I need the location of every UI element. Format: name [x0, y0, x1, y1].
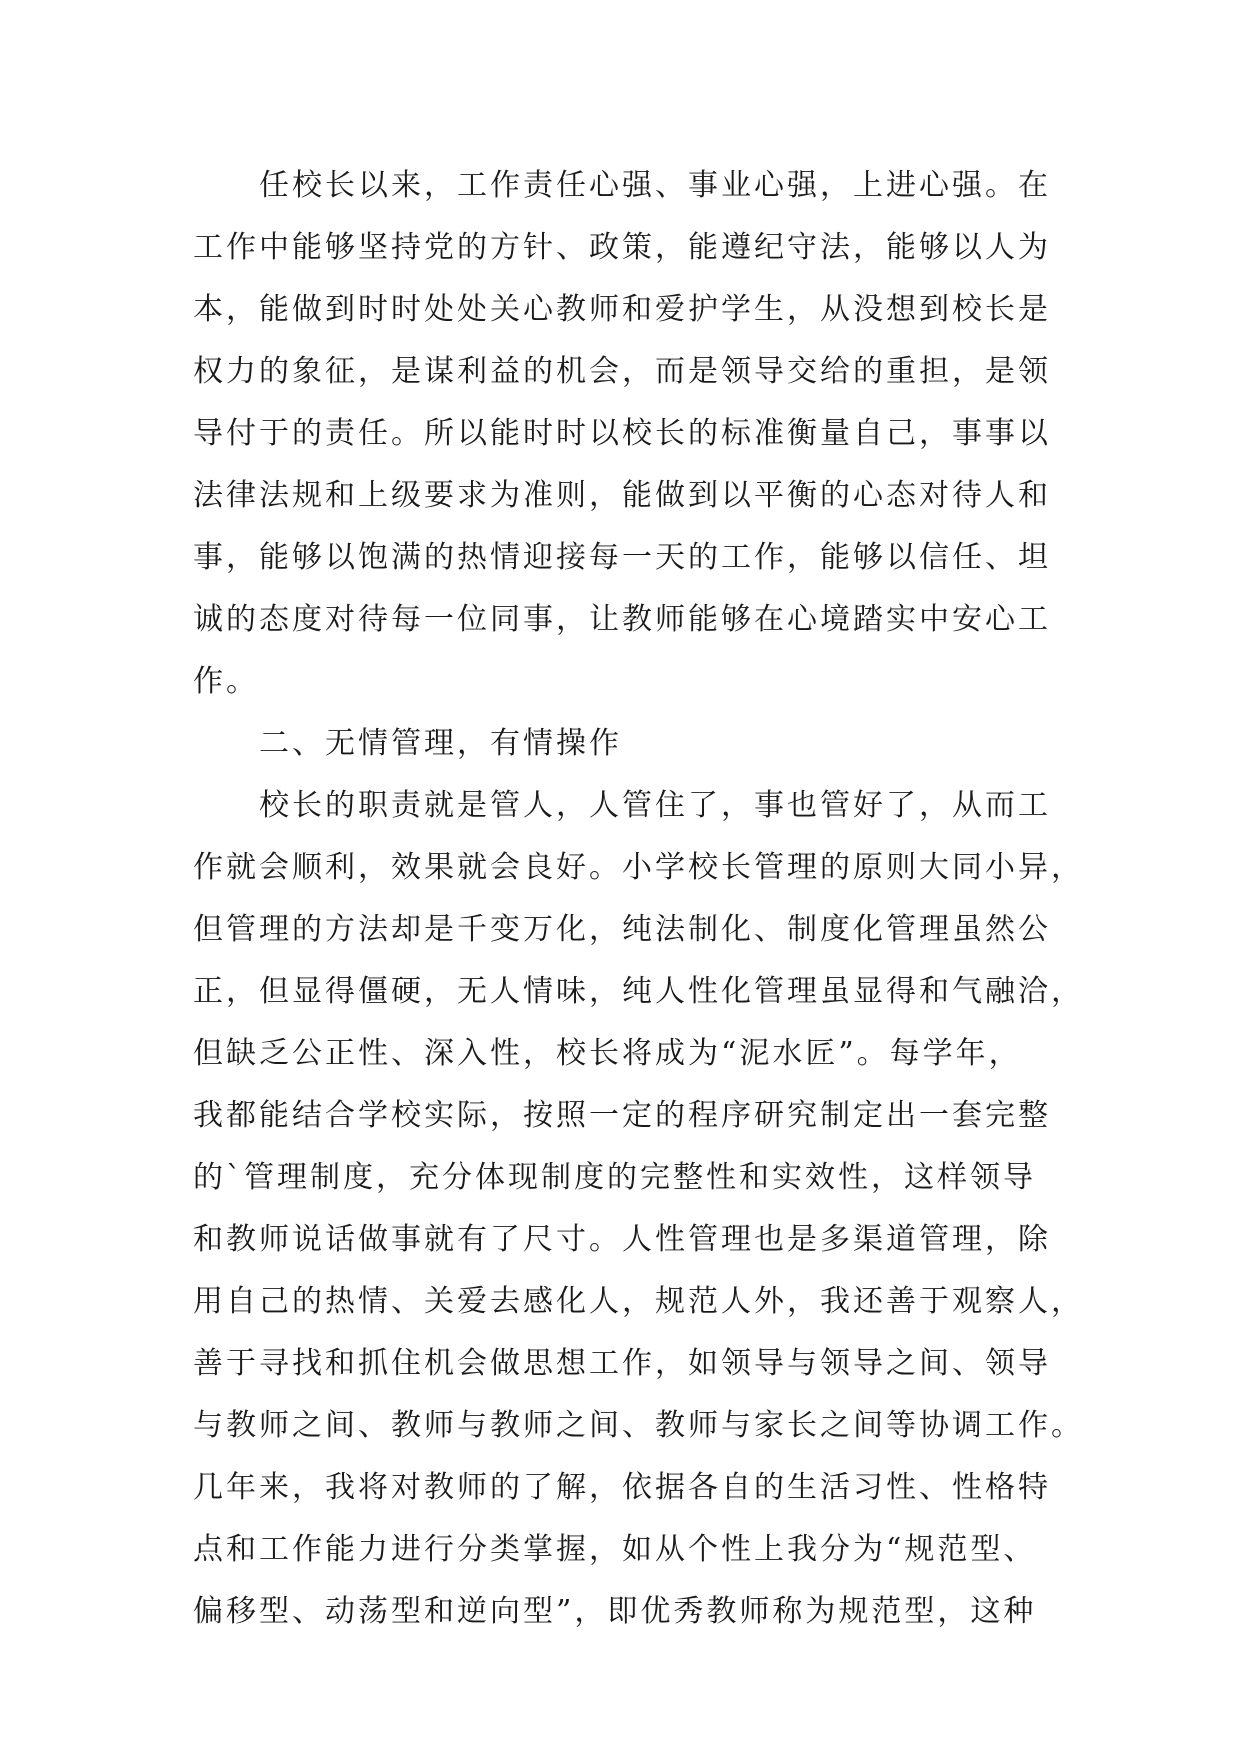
text-line: 点和工作能力进行分类掌握，如从个性上我分为“规范型、 — [193, 1532, 1037, 1567]
text-line: 事，能够以饱满的热情迎接每一天的工作，能够以信任、坦 — [193, 540, 1051, 575]
text-line: 法律法规和上级要求为准则，能做到以平衡的心态对待人和 — [193, 478, 1051, 513]
text-line: 我都能结合学校实际，按照一定的程序研究制定出一套完整 — [193, 1098, 1051, 1133]
text-line: 工作中能够坚持党的方针、政策，能遵纪守法，能够以人为 — [193, 230, 1051, 265]
text-line: 作。 — [193, 664, 259, 699]
text-line: 诚的态度对待每一位同事，让教师能够在心境踏实中安心工 — [193, 602, 1051, 637]
text-line: 但缺乏公正性、深入性，校长将成为“泥水匠”。每学年， — [193, 1036, 1022, 1071]
text-line: 几年来，我将对教师的了解，依据各自的生活习性、性格特 — [193, 1470, 1051, 1505]
text-line: 作就会顺利，效果就会良好。小学校长管理的原则大同小异， — [193, 850, 1084, 885]
text-line: 导付于的责任。所以能时时以校长的标准衡量自己，事事以 — [193, 416, 1051, 451]
text-line: 的`管理制度，充分体现制度的完整性和实效性，这样领导 — [193, 1160, 1036, 1195]
text-line: 用自己的热情、关爱去感化人，规范人外，我还善于观察人， — [193, 1284, 1084, 1319]
text-line: 善于寻找和抓住机会做思想工作，如领导与领导之间、领导 — [193, 1346, 1051, 1381]
text-line: 权力的象征，是谋利益的机会，而是领导交给的重担，是领 — [193, 354, 1051, 389]
paragraph-principal-duties — [193, 155, 1093, 713]
text-line: 但管理的方法却是千变万化，纯法制化、制度化管理虽然公 — [193, 912, 1051, 947]
text-line: 与教师之间、教师与教师之间、教师与家长之间等协调工作。 — [193, 1408, 1084, 1443]
text-line: 任校长以来，工作责任心强、事业心强，上进心强。在 — [193, 168, 1051, 203]
section-heading: 二、无情管理，有情操作 — [193, 726, 622, 761]
text-line: 正，但显得僵硬，无人情味，纯人性化管理虽显得和气融洽， — [193, 974, 1084, 1009]
document-body — [193, 155, 1093, 1643]
text-line: 校长的职责就是管人，人管住了，事也管好了，从而工 — [193, 788, 1051, 823]
text-line: 本，能做到时时处处关心教师和爱护学生，从没想到校长是 — [193, 292, 1051, 327]
text-line: 偏移型、动荡型和逆向型”，即优秀教师称为规范型，这种 — [193, 1594, 1037, 1629]
paragraph-management — [193, 775, 1093, 1643]
text-line: 和教师说话做事就有了尺寸。人性管理也是多渠道管理，除 — [193, 1222, 1051, 1257]
